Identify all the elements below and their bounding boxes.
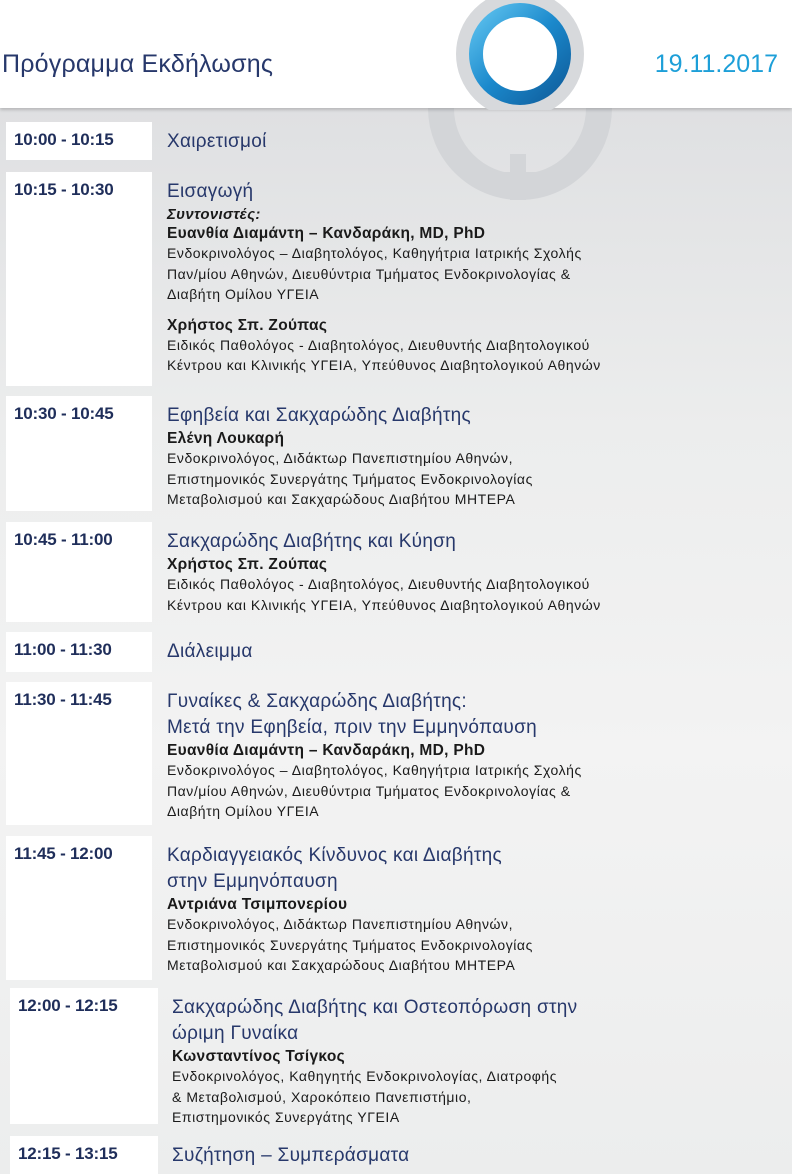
speaker-affiliation: Παν/μίου Αθηνών, Διευθύντρια Τμήματος Ενδοκρινολογίας & [167, 265, 571, 282]
session-block [0, 396, 792, 511]
time-slot: 10:00 - 10:15 [14, 130, 114, 149]
speaker-affiliation: Ενδοκρινολόγος – Διαβητολόγος, Καθηγήτρια Ιατρικής Σχολής [167, 762, 582, 778]
time-slot: 10:30 - 10:45 [14, 404, 114, 423]
speaker-affiliation: Μεταβολισμού και Σακχαρώδους Διαβήτου ΜΗΤΕΡΑ [167, 491, 516, 507]
session-title: Συζήτηση – Συμπεράσματα [172, 1145, 410, 1166]
speaker-name: Ελένη Λουκαρή [167, 430, 285, 447]
speaker-affiliation: Ειδικός Παθολόγος - Διαβητολόγος, Διευθυντής Διαβητολογικού [167, 576, 590, 592]
speaker-affiliation: Διαβήτη Ομίλου ΥΓΕΙΑ [167, 803, 320, 819]
time-slot-badge [6, 632, 152, 672]
session-block [0, 522, 792, 622]
speaker-affiliation: Ενδοκρινολόγος, Διδάκτωρ Πανεπιστημίου Αθηνών, [167, 916, 514, 932]
session-content [172, 1143, 782, 1169]
session-title: Εφηβεία και Σακχαρώδης Διαβήτης [167, 405, 471, 426]
session-block [0, 122, 792, 160]
time-slot-badge [10, 988, 158, 1124]
speaker-affiliation: Ενδοκρινολόγος – Διαβητολόγος, Καθηγήτρια Ιατρικής Σχολής [167, 245, 582, 261]
session-block [4, 1136, 792, 1174]
session-title: Χαιρετισμοί [167, 131, 267, 152]
session-content [167, 529, 777, 615]
speaker-affiliation: Διαβήτη Ομίλου ΥΓΕΙΑ [167, 286, 320, 302]
session-content [167, 403, 777, 510]
session-title: στην Εμμηνόπαυση [167, 871, 338, 892]
page-title: Πρόγραμμα Εκδήλωσης [2, 50, 274, 78]
session-block [0, 836, 792, 980]
time-slot: 10:45 - 11:00 [14, 530, 113, 549]
session-title: Καρδιαγγειακός Κίνδυνος και Διαβήτης [167, 845, 502, 866]
session-content [167, 639, 777, 665]
session-content [172, 995, 782, 1128]
time-slot-badge [6, 172, 152, 386]
speaker-affiliation: Ειδικός Παθολόγος - Διαβητολόγος, Διευθυντής Διαβητολογικού [167, 336, 590, 353]
speaker-affiliation: Επιστημονικός Συνεργάτης ΥΓΕΙΑ [172, 1109, 400, 1125]
speaker-name: Αντριάνα Τσιμπονερίου [167, 896, 348, 913]
speaker-affiliation: Μεταβολισμού και Σακχαρώδους Διαβήτου ΜΗΤΕΡΑ [167, 957, 516, 973]
session-block [0, 172, 792, 386]
speaker-affiliation: Ενδοκρινολόγος, Καθηγητής Ενδοκρινολογίας, Διατροφής [172, 1068, 558, 1084]
session-content [167, 689, 777, 822]
time-slot-badge [6, 122, 152, 160]
time-slot-badge [10, 1136, 158, 1174]
session-block [4, 988, 792, 1124]
session-title: Σακχαρώδης Διαβήτης και Οστεοπόρωση στην [172, 997, 578, 1018]
session-content [167, 179, 777, 376]
session-block [0, 632, 792, 672]
time-slot: 11:45 - 12:00 [14, 844, 113, 863]
speaker-affiliation: & Μεταβολισμού, Χαροκόπειο Πανεπιστήμιο, [172, 1088, 472, 1105]
time-slot: 11:00 - 11:30 [14, 640, 112, 659]
speaker-name: Χρήστος Σπ. Ζούπας [167, 316, 328, 334]
speaker-affiliation: Ενδοκρινολόγος, Διδάκτωρ Πανεπιστημίου Αθηνών, [167, 450, 514, 466]
speaker-name: Ευανθία Διαμάντη – Κανδαράκη, MD, PhD [167, 225, 486, 242]
session-content [167, 129, 777, 155]
session-title: ώριμη Γυναίκα [172, 1023, 299, 1044]
speaker-affiliation: Επιστημονικός Συνεργάτης Τμήματος Ενδοκρινολογίας [167, 470, 533, 487]
time-slot: 11:30 - 11:45 [14, 690, 112, 709]
session-title: Εισαγωγή [167, 181, 254, 202]
session-block [0, 682, 792, 825]
session-content [167, 843, 777, 976]
speaker-name: Κωνσταντίνος Τσίγκος [172, 1048, 345, 1065]
session-title: Σακχαρώδης Διαβήτης και Κύηση [167, 531, 457, 552]
time-slot-badge [6, 396, 152, 511]
speaker-affiliation: Επιστημονικός Συνεργάτης Τμήματος Ενδοκρινολογίας [167, 936, 533, 953]
time-slot: 12:00 - 12:15 [18, 996, 118, 1015]
session-title: Γυναίκες & Σακχαρώδης Διαβήτης: [167, 691, 467, 712]
session-title: Μετά την Εφηβεία, πριν την Εμμηνόπαυση [167, 717, 537, 738]
time-slot-badge [6, 836, 152, 980]
time-slot: 12:15 - 13:15 [18, 1144, 118, 1163]
speaker-separator [167, 305, 777, 316]
time-slot-badge [6, 522, 152, 622]
speaker-affiliation: Κέντρου και Κλινικής ΥΓΕΙΑ, Υπεύθυνος Διαβητολογικού Αθηνών [167, 357, 601, 373]
session-title: Διάλειμμα [167, 641, 253, 662]
speaker-name: Ευανθία Διαμάντη – Κανδαράκη, MD, PhD [167, 742, 486, 759]
speaker-affiliation: Κέντρου και Κλινικής ΥΓΕΙΑ, Υπεύθυνος Διαβητολογικού Αθηνών [167, 596, 601, 613]
speaker-affiliation: Παν/μίου Αθηνών, Διευθύντρια Τμήματος Ενδοκρινολογίας & [167, 782, 571, 799]
event-date: 19.11.2017 [654, 50, 778, 78]
moderators-label: Συντονιστές: [167, 206, 261, 223]
time-slot: 10:15 - 10:30 [14, 180, 114, 199]
speaker-name: Χρήστος Σπ. Ζούπας [167, 556, 328, 573]
time-slot-badge [6, 682, 152, 825]
